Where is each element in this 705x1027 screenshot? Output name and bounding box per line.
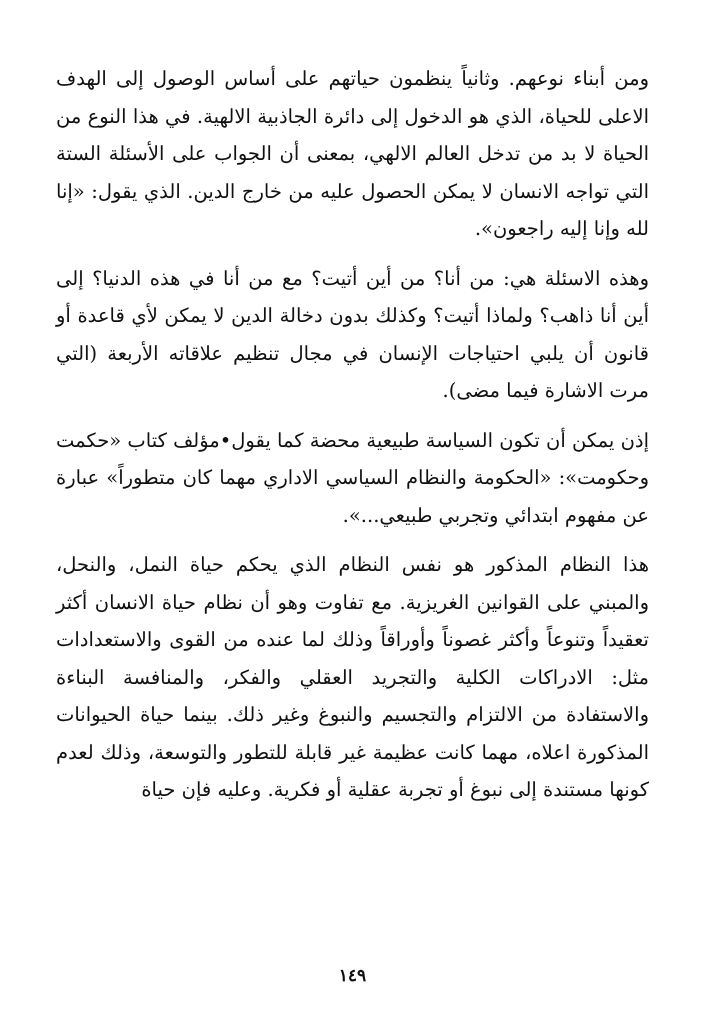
paragraph-3: إذن يمكن أن تكون السياسة طبيعية محضة كما يقول•مؤلف كتاب «حكمت وحكومت»: «الحكومة والنظام السياسي الاداري مهما كان متطوراً» عبارة عن مفهوم ابتدائي وتجربي طبيعي...». [56, 428, 649, 527]
paragraph-2: وهذه الاسئلة هي: من أنا؟ من أين أتيت؟ مع من أنا في هذه الدنيا؟ إلى أين أنا ذاهب؟ ولماذا أتيت؟ وكذلك بدون دخالة الدين لا يمكن لأي قاعدة أو قانون أن يلبي احتياجات الإنسان في مجال تنظيم علاقاته الأربعة (التي مرت الاشارة فيما مضى). [56, 266, 649, 402]
paragraph-1: ومن أبناء نوعهم. وثانياً ينظمون حياتهم على أساس الوصول إلى الهدف الاعلى للحياة، الذي هو الدخول إلى دائرة الجاذبية الالهية. في هذا النوع من الحياة لا بد من تدخل العالم الالهي، بمعنى أن الجواب على الأسئلة الستة التي تواجه الانسان لا يمكن الحصول عليه من خارج الدين. الذي يقول: «إنا لله وإنا إليه راجعون». [56, 67, 649, 240]
body-text [56, 60, 649, 809]
paragraph-4: هذا النظام المذكور هو نفس النظام الذي يحكم حياة النمل، والنحل، والمبني على القوانين الغريزية. مع تفاوت وهو أن نظام حياة الانسان أكثر تعقيداً وتنوعاً وأكثر غصوناً وأوراقاً وذلك لما عنده من القوى والاستعدادات مثل: الادراكات الكلية والتجريد العقلي والفكر، والمنافسة البناءة والاستفادة من الالتزام والتجسيم والنبوغ وغير ذلك. بينما حياة الحيوانات المذكورة اعلاه، مهما كانت عظيمة غير قابلة للتطور والتوسعة، وذلك لعدم كونها مستندة إلى نبوغ أو تجربة عقلية أو فكرية. وعليه فإن حياة [56, 553, 649, 801]
page-number: ١٤٩ [338, 966, 367, 986]
